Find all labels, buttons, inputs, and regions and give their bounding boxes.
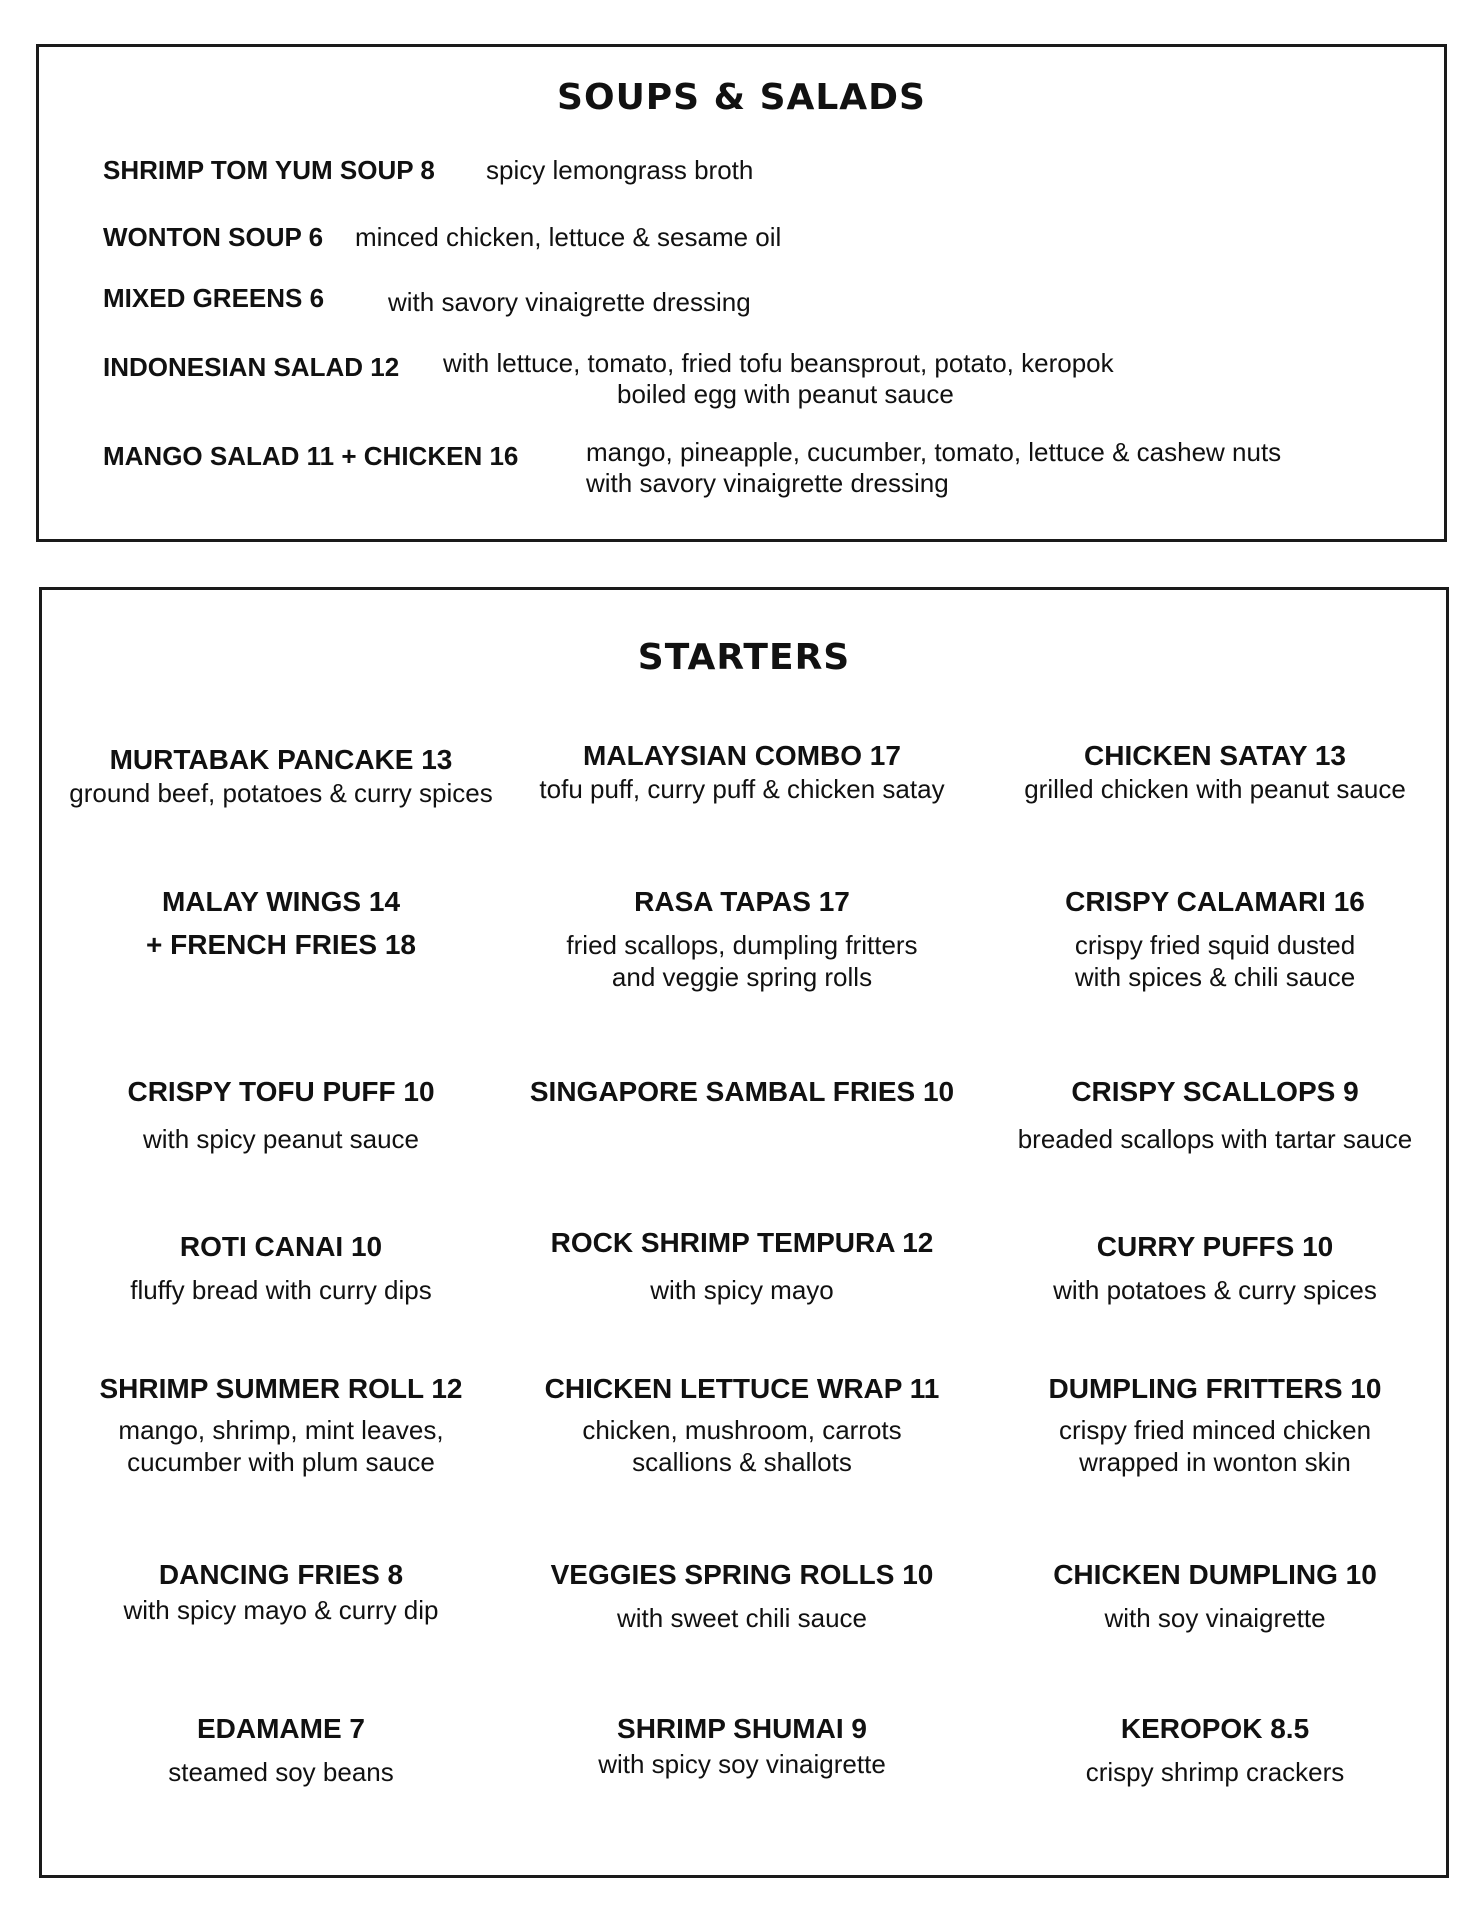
section-title: STARTERS bbox=[637, 637, 851, 678]
item-name: WONTON SOUP 6 bbox=[103, 222, 324, 252]
item-description: with spicy soy vinaigrette bbox=[598, 1749, 886, 1779]
item-description: crispy fried squid dusted with spices & chili sauce bbox=[1074, 930, 1356, 992]
item-description: steamed soy beans bbox=[168, 1757, 394, 1787]
item-add-on: + FRENCH FRIES 18 bbox=[146, 929, 416, 960]
item-name: CHICKEN DUMPLING 10 bbox=[1053, 1559, 1377, 1590]
item-name: MIXED GREENS 6 bbox=[103, 283, 325, 313]
menu-item bbox=[517, 1712, 967, 1780]
item-description: with spicy mayo bbox=[650, 1275, 834, 1305]
item-name: DUMPLING FRITTERS 10 bbox=[1048, 1373, 1382, 1404]
item-name: SHRIMP SUMMER ROLL 12 bbox=[99, 1373, 463, 1404]
item-name: MALAY WINGS 14 bbox=[161, 886, 401, 917]
item-description: with soy vinaigrette bbox=[1104, 1603, 1326, 1633]
menu-item bbox=[56, 1230, 506, 1306]
item-name: CRISPY TOFU PUFF 10 bbox=[127, 1076, 435, 1107]
item-description: grilled chicken with peanut sauce bbox=[1024, 774, 1406, 804]
item-description: with lettuce, tomato, fried tofu beansprout, potato, keropok bbox=[443, 348, 1114, 378]
item-description: mango, pineapple, cucumber, tomato, lettuce & cashew nuts bbox=[586, 437, 1282, 467]
item-description: breaded scallops with tartar sauce bbox=[1017, 1124, 1413, 1154]
item-name: CURRY PUFFS 10 bbox=[1096, 1231, 1334, 1262]
item-name: SHRIMP SHUMAI 9 bbox=[617, 1713, 867, 1744]
item-name: RASA TAPAS 17 bbox=[634, 886, 850, 917]
item-description: fried scallops, dumpling fritters and veggie spring rolls bbox=[566, 930, 918, 992]
item-description: with spicy mayo & curry dip bbox=[123, 1595, 439, 1625]
menu-item bbox=[56, 1372, 506, 1478]
menu-item bbox=[56, 743, 506, 809]
item-description-line2: boiled egg with peanut sauce bbox=[617, 379, 954, 409]
item-name: MALAYSIAN COMBO 17 bbox=[583, 740, 901, 771]
menu-item bbox=[990, 739, 1440, 805]
menu-item bbox=[517, 1558, 967, 1634]
item-name: CHICKEN SATAY 13 bbox=[1084, 740, 1346, 771]
item-description: chicken, mushroom, carrots scallions & shallots bbox=[582, 1415, 902, 1477]
item-description-line2: with savory vinaigrette dressing bbox=[586, 468, 949, 498]
item-name: CRISPY CALAMARI 16 bbox=[1065, 886, 1365, 917]
section-title: SOUPS & SALADS bbox=[557, 77, 926, 118]
item-description: with spicy peanut sauce bbox=[142, 1124, 420, 1154]
item-description: with potatoes & curry spices bbox=[1053, 1275, 1377, 1305]
menu-item bbox=[990, 1558, 1440, 1634]
menu-item bbox=[56, 1075, 506, 1155]
item-description: fluffy bread with curry dips bbox=[130, 1275, 432, 1305]
item-description: crispy fried minced chicken wrapped in wonton skin bbox=[1058, 1415, 1372, 1477]
menu-item bbox=[56, 1712, 506, 1788]
item-description: tofu puff, curry puff & chicken satay bbox=[539, 774, 945, 804]
menu-item bbox=[517, 1226, 967, 1306]
item-description: spicy lemongrass broth bbox=[486, 155, 754, 185]
item-description: with savory vinaigrette dressing bbox=[388, 287, 751, 317]
item-description: mango, shrimp, mint leaves, cucumber with plum sauce bbox=[118, 1415, 444, 1477]
menu-item bbox=[56, 1558, 506, 1626]
item-name: ROTI CANAI 10 bbox=[179, 1231, 383, 1262]
menu-item bbox=[517, 739, 967, 805]
menu-item bbox=[56, 885, 506, 962]
menu-item bbox=[517, 885, 967, 993]
item-name: INDONESIAN SALAD 12 bbox=[103, 352, 400, 382]
menu-item bbox=[990, 1075, 1440, 1155]
menu-item bbox=[517, 1075, 967, 1109]
item-description: minced chicken, lettuce & sesame oil bbox=[355, 222, 782, 252]
item-name: EDAMAME 7 bbox=[196, 1713, 365, 1744]
item-name: SINGAPORE SAMBAL FRIES 10 bbox=[529, 1076, 955, 1107]
item-description: crispy shrimp crackers bbox=[1085, 1757, 1345, 1787]
item-name: KEROPOK 8.5 bbox=[1120, 1713, 1310, 1744]
item-name: CHICKEN LETTUCE WRAP 11 bbox=[544, 1373, 940, 1404]
item-description: ground beef, potatoes & curry spices bbox=[69, 778, 493, 808]
soups-salads-section bbox=[36, 44, 1447, 542]
menu-item bbox=[517, 1372, 967, 1478]
item-name: VEGGIES SPRING ROLLS 10 bbox=[550, 1559, 934, 1590]
item-name: MANGO SALAD 11 + CHICKEN 16 bbox=[103, 441, 519, 471]
item-description: with sweet chili sauce bbox=[617, 1603, 867, 1633]
menu-item bbox=[990, 885, 1440, 993]
item-name: SHRIMP TOM YUM SOUP 8 bbox=[103, 155, 435, 185]
item-name: CRISPY SCALLOPS 9 bbox=[1071, 1076, 1359, 1107]
menu-item bbox=[990, 1372, 1440, 1478]
item-name: MURTABAK PANCAKE 13 bbox=[109, 744, 453, 775]
menu-item bbox=[990, 1712, 1440, 1788]
item-name: ROCK SHRIMP TEMPURA 12 bbox=[550, 1227, 934, 1258]
starters-section bbox=[39, 587, 1449, 1878]
menu-item bbox=[990, 1230, 1440, 1306]
item-name: DANCING FRIES 8 bbox=[158, 1559, 404, 1590]
